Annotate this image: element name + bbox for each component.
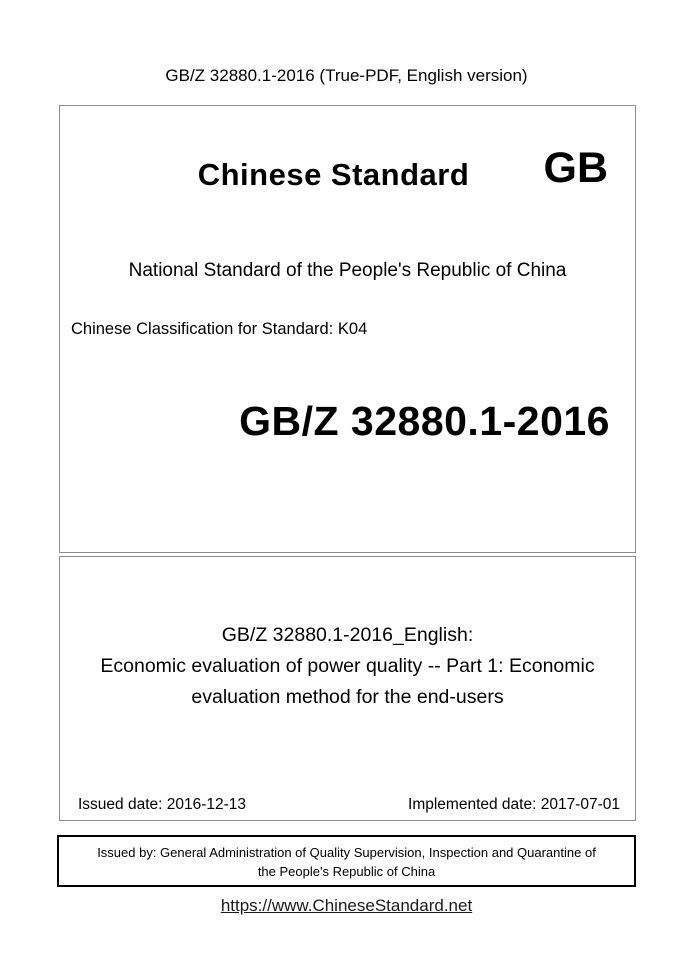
chinesestandard-website-link[interactable]: https://www.ChineseStandard.net <box>220 896 473 915</box>
title-panel <box>59 556 636 821</box>
gb-logo-text: GB <box>543 144 608 192</box>
classification-line: Chinese Classification for Standard: K04 <box>71 320 368 338</box>
cover-top-panel <box>59 105 636 553</box>
issuer-line-1: Issued by: General Administration of Quality Supervision, Inspection and Quarantine of <box>97 845 596 860</box>
dates-row <box>78 796 620 815</box>
brand-title: Chinese Standard <box>197 157 470 192</box>
issuer-line-2: the People's Republic of China <box>257 864 436 879</box>
standard-english-label: GB/Z 32880.1-2016_English: <box>221 624 474 646</box>
standard-full-title: Economic evaluation of power quality -- Part 1: Economic evaluation method for the end-users <box>100 655 595 708</box>
implemented-date: Implemented date: 2017-07-01 <box>408 796 620 814</box>
standard-number: GB/Z 32880.1-2016 <box>239 398 610 444</box>
national-standard-line: National Standard of the People's Republic of China <box>128 260 567 281</box>
issued-date: Issued date: 2016-12-13 <box>78 796 247 814</box>
title-block <box>60 620 635 713</box>
footer <box>0 896 693 916</box>
issuer-panel <box>57 835 636 887</box>
document-header-title: GB/Z 32880.1-2016 (True-PDF, English version) <box>165 66 528 85</box>
